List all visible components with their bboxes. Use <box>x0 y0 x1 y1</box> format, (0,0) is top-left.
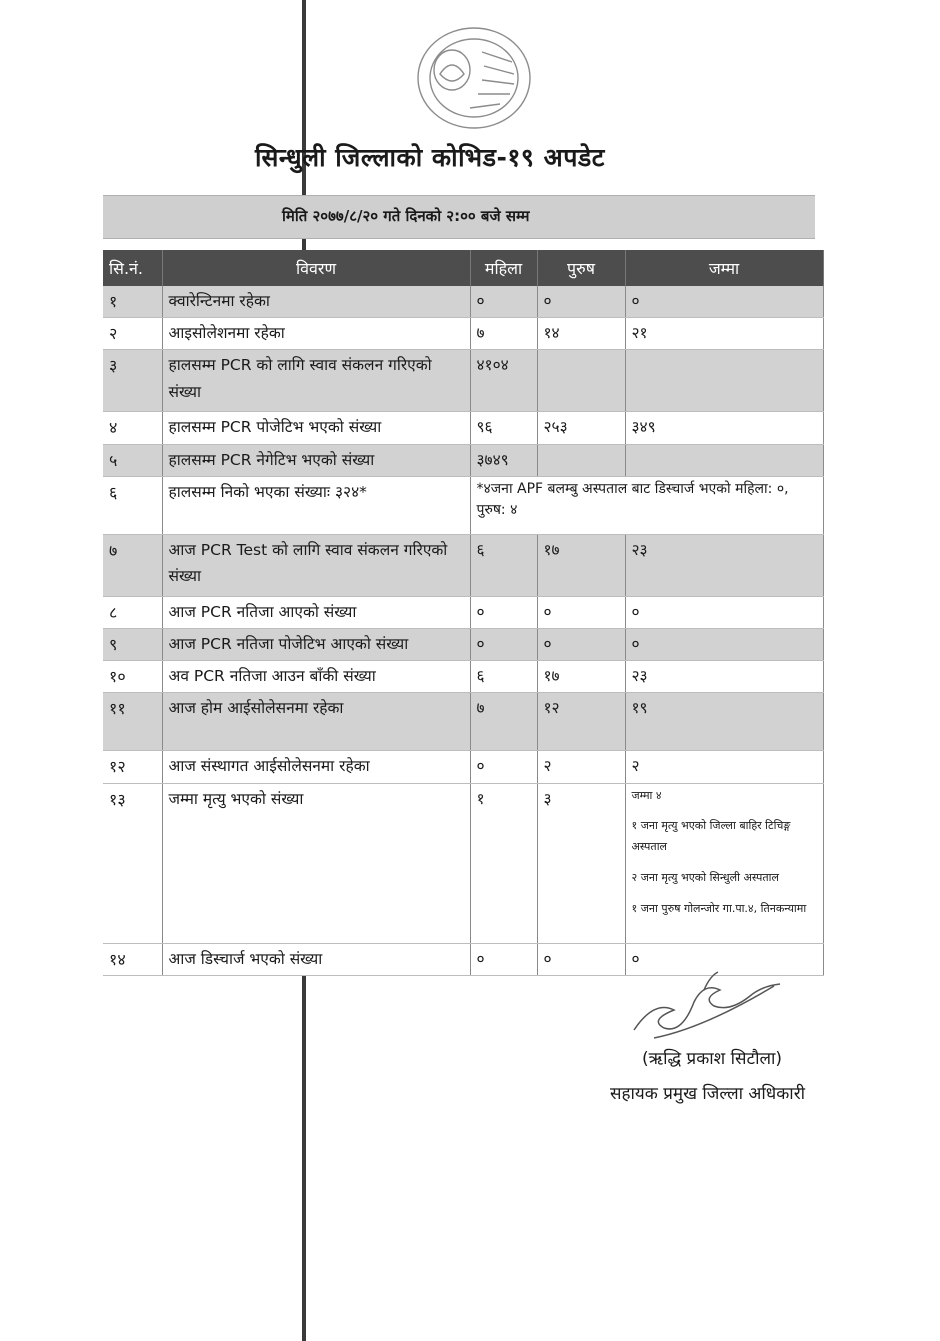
table-row <box>103 350 823 412</box>
row-total: २१ <box>625 318 823 350</box>
row-total <box>625 350 823 412</box>
row-total: ० <box>625 628 823 660</box>
table-row <box>103 693 823 751</box>
row-male: ३ <box>537 783 625 943</box>
row-male: ० <box>537 286 625 318</box>
row-detail: हालसम्म PCR नेगेटिभ भएको संख्या <box>162 444 470 476</box>
row-female: ० <box>470 751 537 783</box>
row-male: ० <box>537 943 625 975</box>
row-female: ६ <box>470 534 537 596</box>
row-total: २३ <box>625 661 823 693</box>
row-total: २३ <box>625 534 823 596</box>
header-sn: सि.नं. <box>103 250 162 286</box>
officer-signature <box>624 960 804 1050</box>
official-seal-stamp <box>412 22 540 140</box>
row-note: *४जना APF बलम्बु अस्पताल बाट डिस्चार्ज भएको महिला: ०, पुरुष: ४ <box>470 476 823 534</box>
row-detail: हालसम्म PCR को लागि स्वाव संकलन गरिएको संख्या <box>162 350 470 412</box>
row-female: ७ <box>470 318 537 350</box>
row-sn: ६ <box>103 476 162 534</box>
row-female: ० <box>470 628 537 660</box>
row-total <box>625 444 823 476</box>
row-sn: ११ <box>103 693 162 751</box>
row-male: २ <box>537 751 625 783</box>
row-female: ६ <box>470 661 537 693</box>
row-total: १९ <box>625 693 823 751</box>
death-detail-line: १ जना मृत्यु भएको जिल्ला बाहिर टिचिङ्ग अस्पताल <box>631 819 791 854</box>
row-total: ३४९ <box>625 412 823 444</box>
row-sn: १ <box>103 286 162 318</box>
table-row <box>103 286 823 318</box>
row-detail: आज PCR Test को लागि स्वाव संकलन गरिएको संख्या <box>162 534 470 596</box>
death-detail-line: १ जना पुरुष गोलन्जोर गा.पा.४, तिनकन्यामा <box>631 902 807 916</box>
table-row <box>103 318 823 350</box>
row-detail: आइसोलेशनमा रहेका <box>162 318 470 350</box>
table-row <box>103 476 823 534</box>
row-total: ० <box>625 596 823 628</box>
row-detail: आज PCR नतिजा पोजेटिभ आएको संख्या <box>162 628 470 660</box>
header-total: जम्मा <box>625 250 823 286</box>
page-title: सिन्धुली जिल्लाको कोभिड-१९ अपडेट <box>255 143 605 172</box>
table-row <box>103 412 823 444</box>
row-detail: आज होम आईसोलेसनमा रहेका <box>162 693 470 751</box>
row-detail: हालसम्म निको भएका संख्याः ३२४* <box>162 476 470 534</box>
row-detail: आज संस्थागत आईसोलेसनमा रहेका <box>162 751 470 783</box>
table-row <box>103 628 823 660</box>
row-female: ३७४९ <box>470 444 537 476</box>
header-male: पुरुष <box>537 250 625 286</box>
header-female: महिला <box>470 250 537 286</box>
row-detail: आज PCR नतिजा आएको संख्या <box>162 596 470 628</box>
row-total: ० <box>625 943 823 975</box>
row-detail: हालसम्म PCR पोजेटिभ भएको संख्या <box>162 412 470 444</box>
row-sn: ८ <box>103 596 162 628</box>
table-row <box>103 783 823 943</box>
row-sn: १२ <box>103 751 162 783</box>
row-detail: आज डिस्चार्ज भएको संख्या <box>162 943 470 975</box>
table-row <box>103 444 823 476</box>
row-female: ९६ <box>470 412 537 444</box>
table-row <box>103 596 823 628</box>
death-total-line: जम्मा ४ <box>631 788 662 802</box>
row-sn: ९ <box>103 628 162 660</box>
row-female: ० <box>470 943 537 975</box>
row-male: १७ <box>537 534 625 596</box>
row-female: ७ <box>470 693 537 751</box>
table-row <box>103 751 823 783</box>
row-male: २५३ <box>537 412 625 444</box>
row-male <box>537 350 625 412</box>
row-male: १२ <box>537 693 625 751</box>
row-male <box>537 444 625 476</box>
row-total: ० <box>625 286 823 318</box>
row-sn: १० <box>103 661 162 693</box>
date-line: मिति २०७७/८/२० गते दिनको २:०० बजे सम्म <box>282 207 530 225</box>
row-female: ० <box>470 286 537 318</box>
row-male: ० <box>537 628 625 660</box>
table-row <box>103 534 823 596</box>
row-female: ४१०४ <box>470 350 537 412</box>
table-row <box>103 661 823 693</box>
row-male: ० <box>537 596 625 628</box>
row-sn: २ <box>103 318 162 350</box>
row-detail: क्वारेन्टिनमा रहेका <box>162 286 470 318</box>
header-detail: विवरण <box>162 250 470 286</box>
row-male: १७ <box>537 661 625 693</box>
row-sn: ७ <box>103 534 162 596</box>
row-sn: ५ <box>103 444 162 476</box>
death-detail-line: २ जना मृत्यु भएको सिन्धुली अस्पताल <box>631 871 779 885</box>
row-total: २ <box>625 751 823 783</box>
row-sn: १३ <box>103 783 162 943</box>
row-detail: अव PCR नतिजा आउन बाँकी संख्या <box>162 661 470 693</box>
row-sn: ३ <box>103 350 162 412</box>
row-male: १४ <box>537 318 625 350</box>
row-female: ० <box>470 596 537 628</box>
officer-designation: सहायक प्रमुख जिल्ला अधिकारी <box>610 1084 806 1104</box>
table-header-row <box>103 250 823 286</box>
death-breakdown <box>625 783 823 943</box>
officer-name: (ऋद्धि प्रकाश सिटौला) <box>642 1049 783 1069</box>
row-sn: ४ <box>103 412 162 444</box>
covid-update-table <box>103 250 824 976</box>
row-female: १ <box>470 783 537 943</box>
row-detail: जम्मा मृत्यु भएको संख्या <box>162 783 470 943</box>
row-sn: १४ <box>103 943 162 975</box>
